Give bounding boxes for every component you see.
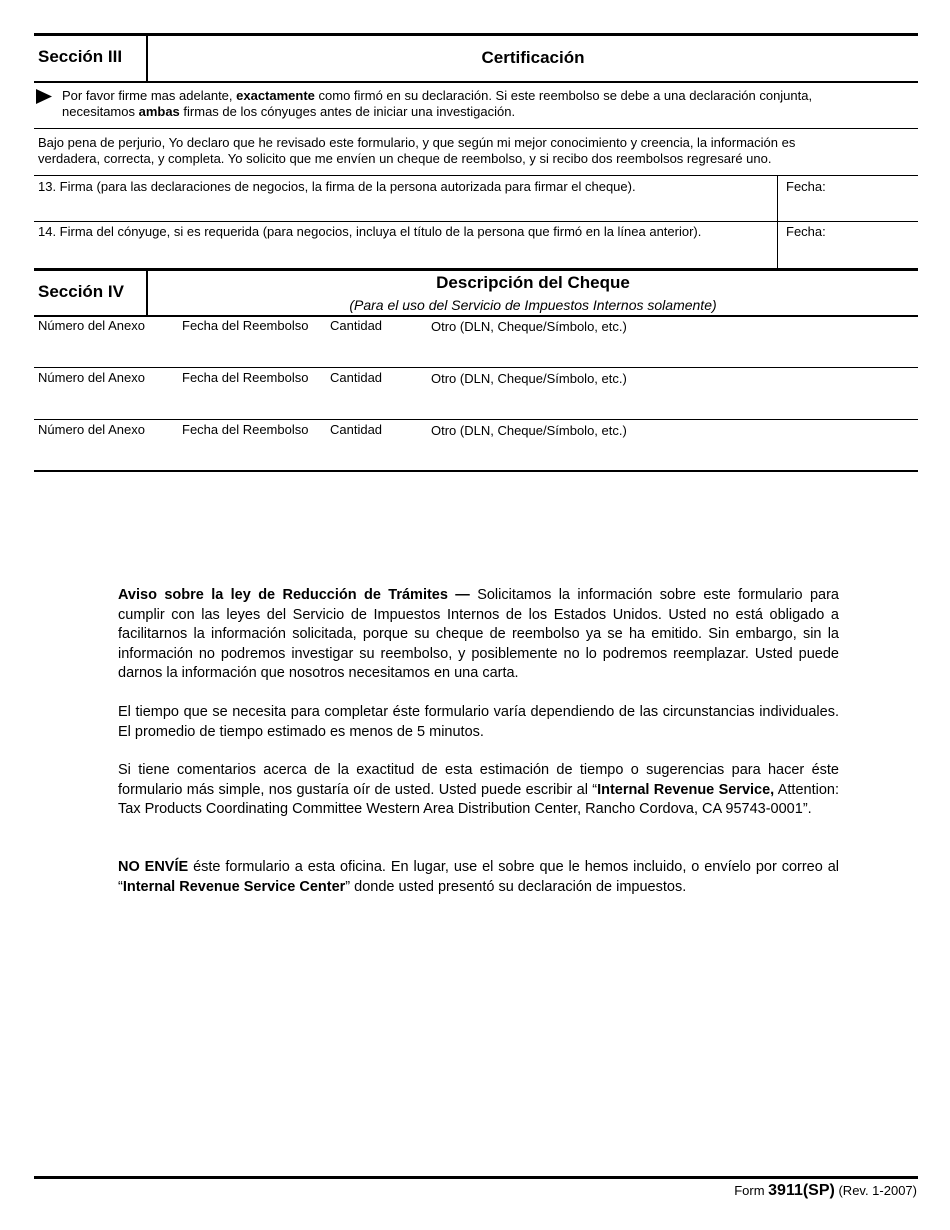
line-14-label: 14. Firma del cónyuge, si es requerida (para negocios, incluya el título de la persona que firmó en la línea anterior). [38,224,702,239]
perjury-statement [38,135,795,167]
comments-emphasis: Internal Revenue Service, [597,781,775,798]
section3-header-rule [34,81,918,83]
schedule-number-label: Número del Anexo [38,370,145,385]
line-13-date-label: Fecha: [786,179,826,194]
line-13-rule [34,221,918,222]
notice-text: firmas de los cónyuges antes de iniciar una investigación. [179,104,516,119]
check-row-rule [34,419,918,420]
time-estimate-paragraph: El tiempo que se necesita para completar éste formulario varía dependiendo de las circunstancias individuales. El promedio de tiempo estimado es menos de 5 minutos. [118,704,839,740]
other-label: Otro (DLN, Cheque/Símbolo, etc.) [431,319,627,334]
notice-emphasis: ambas [138,104,180,119]
comments-text: Si tiene comentarios acerca de la exactitud de esta estimación de tiempo o sugerencias para hacer éste formulario más simple, nos gustaría oír de usted. Usted puede escribir al “ [118,762,839,798]
notice-text: Por favor firme mas adelante, [62,88,237,103]
section3-title: Certificación [481,48,585,67]
amount-label: Cantidad [330,422,383,437]
amount-label: Cantidad [330,318,383,333]
do-not-send-emphasis: Internal Revenue Service Center [122,878,346,895]
line-14-date-field[interactable] [780,243,922,265]
comments-paragraph [118,761,839,820]
notice-heading: Aviso sobre la ley de Reducción de Trámites — [118,587,470,603]
notice-rule [34,128,918,129]
section3-label: Sección III [38,47,123,66]
section4-bottom-rule [34,470,918,472]
form-revision: (Rev. 1-2007) [834,1183,917,1198]
line-13-signature-field[interactable] [36,197,782,219]
signature-instructions [62,88,812,120]
section3-top-rule [34,33,918,36]
line-14-signature-field[interactable] [36,243,782,265]
schedule-number-label: Número del Anexo [38,422,145,437]
footer-rule [34,1176,918,1179]
other-label: Otro (DLN, Cheque/Símbolo, etc.) [431,423,627,438]
section4-title: Descripción del Cheque [436,273,630,292]
notice-emphasis: exactamente [236,88,315,103]
notice-text: como firmó en su declaración. Si este reembolso se debe a una declaración conjunta, [314,88,813,103]
section4-top-rule [34,268,918,271]
check-row-rule [34,367,918,368]
do-not-send-paragraph [118,858,839,897]
other-label: Otro (DLN, Cheque/Símbolo, etc.) [431,371,627,386]
form-number: 3911(SP) [768,1182,835,1199]
paperwork-reduction-notice [118,586,839,684]
do-not-send-emphasis: NO ENVÍE [118,859,189,875]
notice-text: necesitamos [62,104,139,119]
refund-date-label: Fecha del Reembolso [182,318,309,333]
amount-label: Cantidad [330,370,383,385]
form-word: Form [734,1183,769,1198]
section4-label: Sección IV [38,282,124,301]
arrow-right-icon [36,89,52,104]
perjury-line: verdadera, correcta, y completa. Yo solicito que me envíen un cheque de reembolso, y si recibo dos reembolsos regresaré uno. [38,151,772,166]
line-14-date-label: Fecha: [786,224,826,239]
refund-date-label: Fecha del Reembolso [182,422,309,437]
perjury-line: Bajo pena de perjurio, Yo declaro que he revisado este formulario, y que según mi mejor conocimiento y creencia, la información es [38,135,796,150]
refund-date-label: Fecha del Reembolso [182,370,309,385]
perjury-rule [34,175,918,176]
line-13-date-field[interactable] [780,197,922,219]
do-not-send-text: éste formulario a esta oficina. En lugar, use el sobre que le hemos incluido, o envíelo por correo al “ [118,859,839,895]
section4-subtitle: (Para el uso del Servicio de Impuestos Internos solamente) [349,297,717,313]
form-identifier [734,1182,917,1200]
line-13-label: 13. Firma (para las declaraciones de negocios, la firma de la persona autorizada para firmar el cheque). [38,179,636,194]
schedule-number-label: Número del Anexo [38,318,145,333]
section4-header-rule [34,315,918,317]
notice-body: Solicitamos la información sobre este formulario para cumplir con las leyes del Servicio de Impuestos Internos de los Estados Unidos. Usted no está obligado a facilitarnos la información solicitada, porque su cheque de reembolso ya se ha emitido. Sin embargo, sin la información no podremos investigar su reembolso, y posiblemente no lo podremos reemplazar. Usted puede darnos la información que nosotros necesitamos en una carta. [118,587,839,681]
do-not-send-text: ” donde usted presentó su declaración de impuestos. [345,878,687,895]
comments-text: Attention: Tax Products Coordinating Committee Western Area Distribution Center, Rancho Cordova, CA 95743-0001”. [118,781,839,817]
